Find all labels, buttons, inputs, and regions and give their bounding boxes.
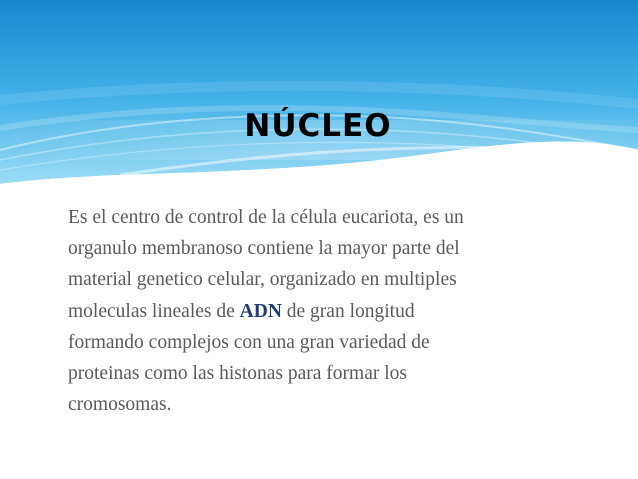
slide-title-text: NÚCLEO [244,108,392,144]
body-line-7: cromosomas. [68,394,172,416]
body-line-4-start: moleculas lineales de [68,300,240,322]
body-line-1: Es el centro de control de la célula eucariota, es un [68,207,464,228]
adn-emphasis: ADN [239,300,282,322]
slide-title [0,108,638,144]
body-line-6: proteinas como las histonas para formar los [68,363,407,385]
body-line-3: material genetico celular, organizado en multiples [68,269,457,291]
slide-body-text [68,202,588,420]
body-line-4 [68,296,588,327]
header-wave-background [0,0,638,188]
body-line-5: formando complejos con una gran variedad de [68,331,430,353]
body-line-2: organulo membranoso contiene la mayor parte del [68,238,460,260]
body-line-4-end: de gran longitud [281,300,415,322]
